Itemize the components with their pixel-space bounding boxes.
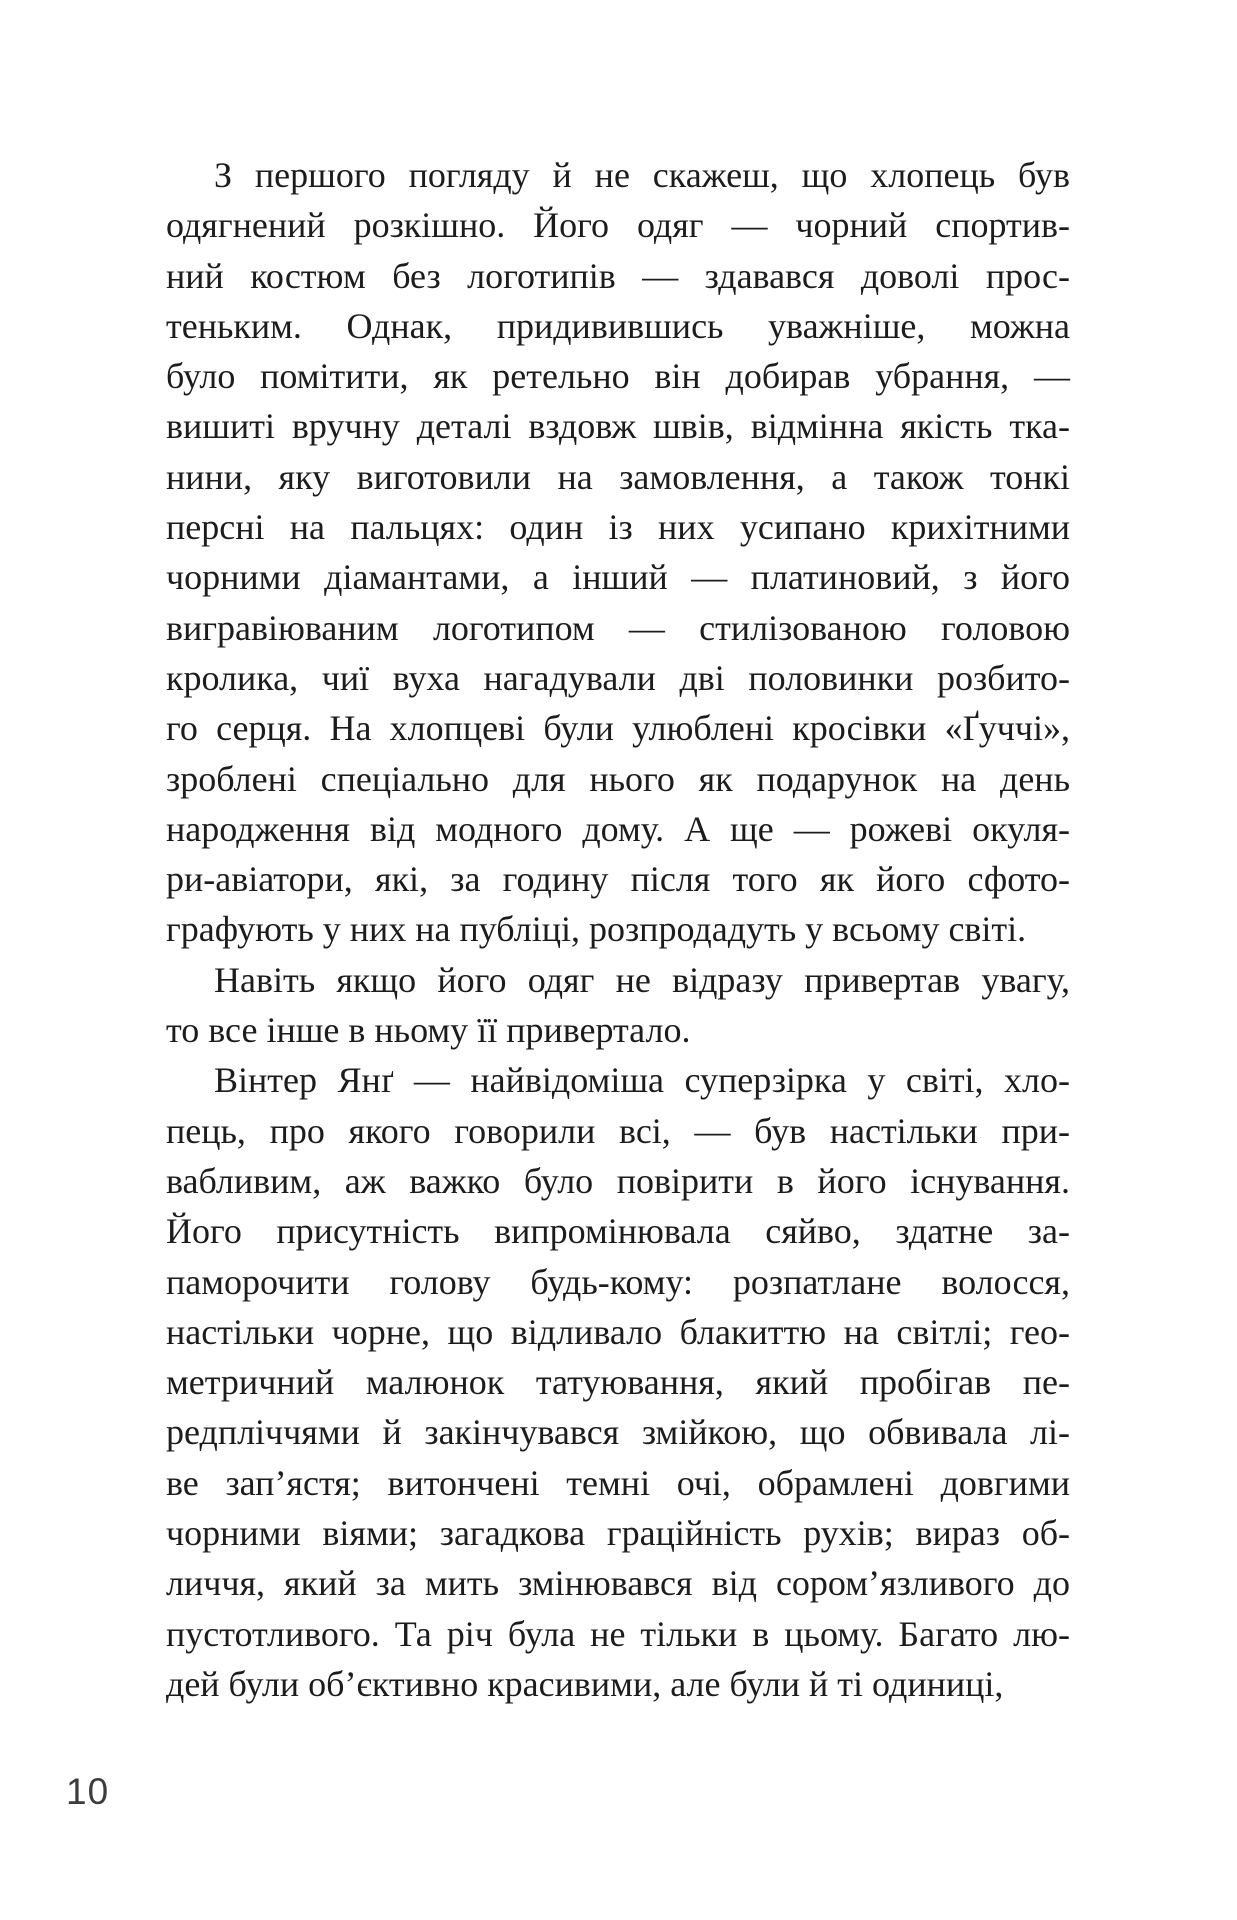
text-line: пустотливого. Та річ була не тільки в цьому. Багато лю- <box>166 1613 1070 1654</box>
text-line: ве зап’ястя; витончені темні очі, обрамлені довгими <box>166 1462 1070 1503</box>
text-line: ри-авіатори, які, за годину після того як його сфото- <box>166 859 1070 900</box>
text-line: Його присутність випромінювала сяйво, здатне за- <box>166 1211 1070 1252</box>
text-line: нини, яку виготовили на замовлення, а також тонкі <box>166 456 1070 497</box>
text-line: З першого погляду й не скажеш, що хлопець був <box>214 155 1070 195</box>
text-block <box>166 150 1070 1709</box>
text-line: паморочити голову будь-кому: розпатлане волосся, <box>166 1261 1070 1302</box>
text-line: персні на пальцях: один із них усипано крихітними <box>166 507 1070 548</box>
text-line: настільки чорне, що відливало блакиттю на світлі; гео- <box>166 1311 1070 1352</box>
text-line: ний костюм без логотипів — здавався доволі прос- <box>166 255 1070 296</box>
text-line: одягнений розкішно. Його одяг — чорний спортив- <box>166 205 1070 246</box>
text-line: вишиті вручну деталі вздовж швів, відмінна якість тка- <box>166 406 1070 447</box>
text-line: пець, про якого говорили всі, — був настільки при- <box>166 1110 1070 1151</box>
text-line: Навіть якщо його одяг не відразу привертав увагу, <box>214 959 1070 1000</box>
text-line: кролика, чиї вуха нагадували дві половинки розбито- <box>166 657 1070 698</box>
text-line: вигравіюваним логотипом — стилізованою головою <box>166 607 1070 648</box>
text-line: вабливим, аж важко було повірити в його існування. <box>166 1160 1070 1201</box>
paragraph <box>166 150 1070 955</box>
text-line: дей були об’єктивно красивими, але були й ті одиниці, <box>166 1663 1004 1704</box>
paragraph <box>166 955 1070 1056</box>
text-line: Вінтер Янґ — найвідоміша суперзірка у світі, хло- <box>214 1060 1070 1101</box>
text-line: личчя, який за мить змінювався від сором’язливого до <box>166 1563 1070 1604</box>
text-line: графують у них на публіці, розпродадуть у всьому світі. <box>166 909 1027 950</box>
text-line: зроблені спеціально для нього як подарунок на день <box>166 758 1070 799</box>
text-line: було помітити, як ретельно він добирав убрання, — <box>166 356 1070 397</box>
text-line: чорними діамантами, а інший — платиновий, з його <box>166 557 1070 598</box>
page-number: 10 <box>66 1771 110 1812</box>
text-line: чорними віями; загадкова граційність рухів; вираз об- <box>166 1513 1070 1554</box>
text-line: редпліччями й закінчувався змійкою, що обвивала лі- <box>166 1412 1070 1453</box>
text-line: метричний малюнок татуювання, який пробігав пе- <box>166 1362 1070 1403</box>
text-line: народження від модного дому. А ще — рожеві окуля- <box>166 808 1070 849</box>
text-line: го серця. На хлопцеві були улюблені кросівки «Ґуччі», <box>166 708 1070 749</box>
text-line: теньким. Однак, придивившись уважніше, можна <box>166 305 1070 346</box>
text-line: то все інше в ньому її привертало. <box>166 1010 691 1051</box>
paragraph <box>166 1055 1070 1709</box>
